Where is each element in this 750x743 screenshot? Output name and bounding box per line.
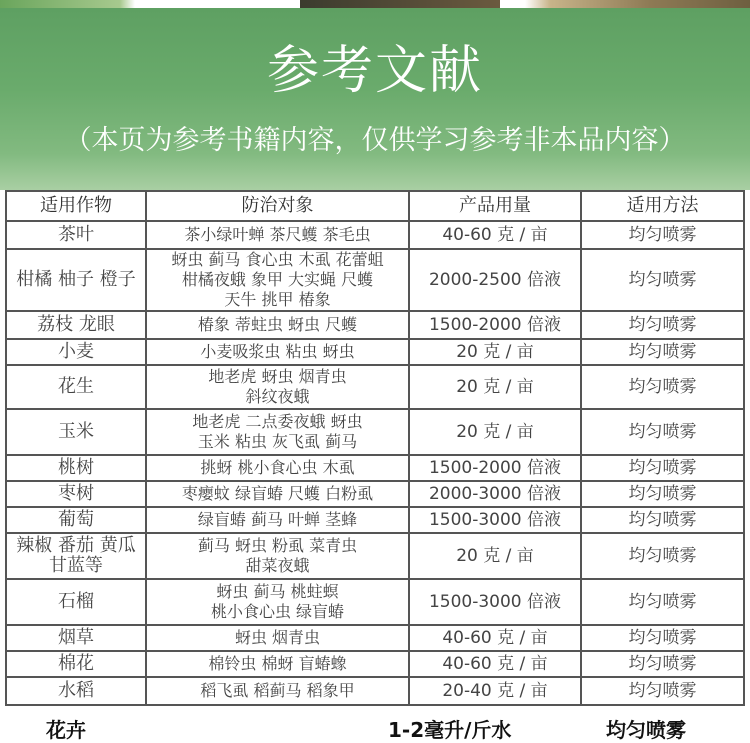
footer-dose: 1-2毫升/斤水 (388, 718, 512, 742)
page-title: 参考文献 (266, 41, 483, 101)
method-cell: 均匀喷雾 (581, 579, 744, 625)
method-cell: 均匀喷雾 (581, 455, 744, 481)
pest-line: 茶小绿叶蝉 茶尺蠖 茶毛虫 (184, 225, 371, 244)
crop-cell: 烟草 (6, 625, 146, 651)
crop-cell: 茶叶 (6, 221, 146, 249)
crop-cell: 桃树 (6, 455, 146, 481)
dose-cell: 1500-2000 倍液 (409, 455, 581, 481)
crop-cell: 葡萄 (6, 507, 146, 533)
pest-line: 蚜虫 蓟马 食心虫 木虱 花蕾蛆 (171, 250, 384, 269)
table-row (6, 311, 744, 339)
table-row (6, 409, 744, 455)
table-row (6, 365, 744, 409)
method-cell: 均匀喷雾 (581, 651, 744, 677)
pest-line: 枣瘿蚊 绿盲蝽 尺蠖 白粉虱 (181, 484, 374, 503)
crop-cell: 柑橘 柚子 橙子 (6, 249, 146, 311)
table-row (6, 625, 744, 651)
pest-cell (146, 311, 409, 339)
pest-line: 甜菜夜蛾 (245, 556, 310, 575)
dose-cell: 1500-3000 倍液 (409, 507, 581, 533)
pest-cell (146, 625, 409, 651)
crop-cell: 石榴 (6, 579, 146, 625)
pest-cell (146, 409, 409, 455)
pest-cell (146, 579, 409, 625)
pest-line: 柑橘夜蛾 象甲 大实蝇 尺蠖 (181, 270, 374, 289)
method-cell: 均匀喷雾 (581, 311, 744, 339)
pest-cell (146, 339, 409, 365)
method-cell: 均匀喷雾 (581, 533, 744, 579)
crop-cell: 辣椒 番茄 黄瓜甘蓝等 (6, 533, 146, 579)
crop-cell: 小麦 (6, 339, 146, 365)
method-cell: 均匀喷雾 (581, 677, 744, 705)
table-row (6, 507, 744, 533)
table-body (6, 221, 744, 705)
footer-row (0, 712, 750, 742)
dose-cell: 2000-3000 倍液 (409, 481, 581, 507)
method-cell: 均匀喷雾 (581, 365, 744, 409)
method-cell: 均匀喷雾 (581, 507, 744, 533)
pest-cell (146, 455, 409, 481)
pest-cell (146, 221, 409, 249)
pest-line: 小麦吸浆虫 粘虫 蚜虫 (200, 342, 355, 361)
pest-cell (146, 481, 409, 507)
photo-strip-left (0, 0, 300, 8)
dose-cell: 40-60 克 / 亩 (409, 221, 581, 249)
dose-cell: 20 克 / 亩 (409, 533, 581, 579)
pest-line: 斜纹夜蛾 (245, 387, 310, 406)
crop-cell: 枣树 (6, 481, 146, 507)
photo-strip-right (500, 0, 750, 8)
method-cell: 均匀喷雾 (581, 409, 744, 455)
top-photo-strip (0, 0, 750, 8)
pest-line: 绿盲蝽 蓟马 叶蝉 茎蜂 (197, 510, 358, 529)
method-cell: 均匀喷雾 (581, 249, 744, 311)
footer-crop: 花卉 (46, 718, 86, 742)
crop-cell: 棉花 (6, 651, 146, 677)
pest-cell (146, 365, 409, 409)
dose-cell: 20 克 / 亩 (409, 339, 581, 365)
table-row (6, 339, 744, 365)
dose-cell: 2000-2500 倍液 (409, 249, 581, 311)
table-row (6, 455, 744, 481)
pest-line: 稻飞虱 稻蓟马 稻象甲 (200, 681, 355, 700)
dose-cell: 1500-2000 倍液 (409, 311, 581, 339)
column-header: 产品用量 (409, 191, 581, 221)
crop-cell: 水稻 (6, 677, 146, 705)
pest-cell (146, 533, 409, 579)
pest-line: 地老虎 蚜虫 烟青虫 (208, 367, 347, 386)
reference-table (5, 190, 745, 706)
column-header: 适用作物 (6, 191, 146, 221)
pest-cell (146, 651, 409, 677)
pest-line: 蓟马 蚜虫 粉虱 菜青虫 (197, 536, 358, 555)
table-header-row (6, 191, 744, 221)
pest-line: 地老虎 二点委夜蛾 蚜虫 (192, 412, 363, 431)
table-row (6, 533, 744, 579)
crop-cell: 花生 (6, 365, 146, 409)
crop-cell: 玉米 (6, 409, 146, 455)
table-row (6, 481, 744, 507)
pest-line: 蚜虫 蓟马 桃蛀螟 (216, 582, 339, 601)
pest-line: 棉铃虫 棉蚜 盲蝽蟓 (208, 654, 347, 673)
method-cell: 均匀喷雾 (581, 339, 744, 365)
pest-line: 桃小食心虫 绿盲蝽 (210, 602, 345, 621)
header-banner (0, 8, 750, 190)
table-row (6, 579, 744, 625)
pest-line: 玉米 粘虫 灰飞虱 蓟马 (197, 432, 358, 451)
pest-cell (146, 249, 409, 311)
pest-cell (146, 507, 409, 533)
dose-cell: 20 克 / 亩 (409, 409, 581, 455)
table-row (6, 651, 744, 677)
pest-line: 椿象 蒂蛀虫 蚜虫 尺蠖 (197, 315, 358, 334)
column-header: 防治对象 (146, 191, 409, 221)
footer-method: 均匀喷雾 (606, 718, 686, 742)
dose-cell: 20-40 克 / 亩 (409, 677, 581, 705)
method-cell: 均匀喷雾 (581, 625, 744, 651)
dose-cell: 1500-3000 倍液 (409, 579, 581, 625)
pest-line: 蚜虫 烟青虫 (234, 628, 321, 647)
dose-cell: 40-60 克 / 亩 (409, 651, 581, 677)
dose-cell: 20 克 / 亩 (409, 365, 581, 409)
photo-strip-middle (300, 0, 500, 8)
method-cell: 均匀喷雾 (581, 481, 744, 507)
method-cell: 均匀喷雾 (581, 221, 744, 249)
pest-line: 天牛 挑甲 椿象 (224, 290, 331, 309)
pest-line: 挑蚜 桃小食心虫 木虱 (200, 458, 355, 477)
dose-cell: 40-60 克 / 亩 (409, 625, 581, 651)
pest-cell (146, 677, 409, 705)
table-row (6, 677, 744, 705)
page-subtitle: （本页为参考书籍内容，仅供学习参考非本品内容） (64, 125, 686, 156)
table-row (6, 249, 744, 311)
table-row (6, 221, 744, 249)
crop-cell: 荔枝 龙眼 (6, 311, 146, 339)
column-header: 适用方法 (581, 191, 744, 221)
